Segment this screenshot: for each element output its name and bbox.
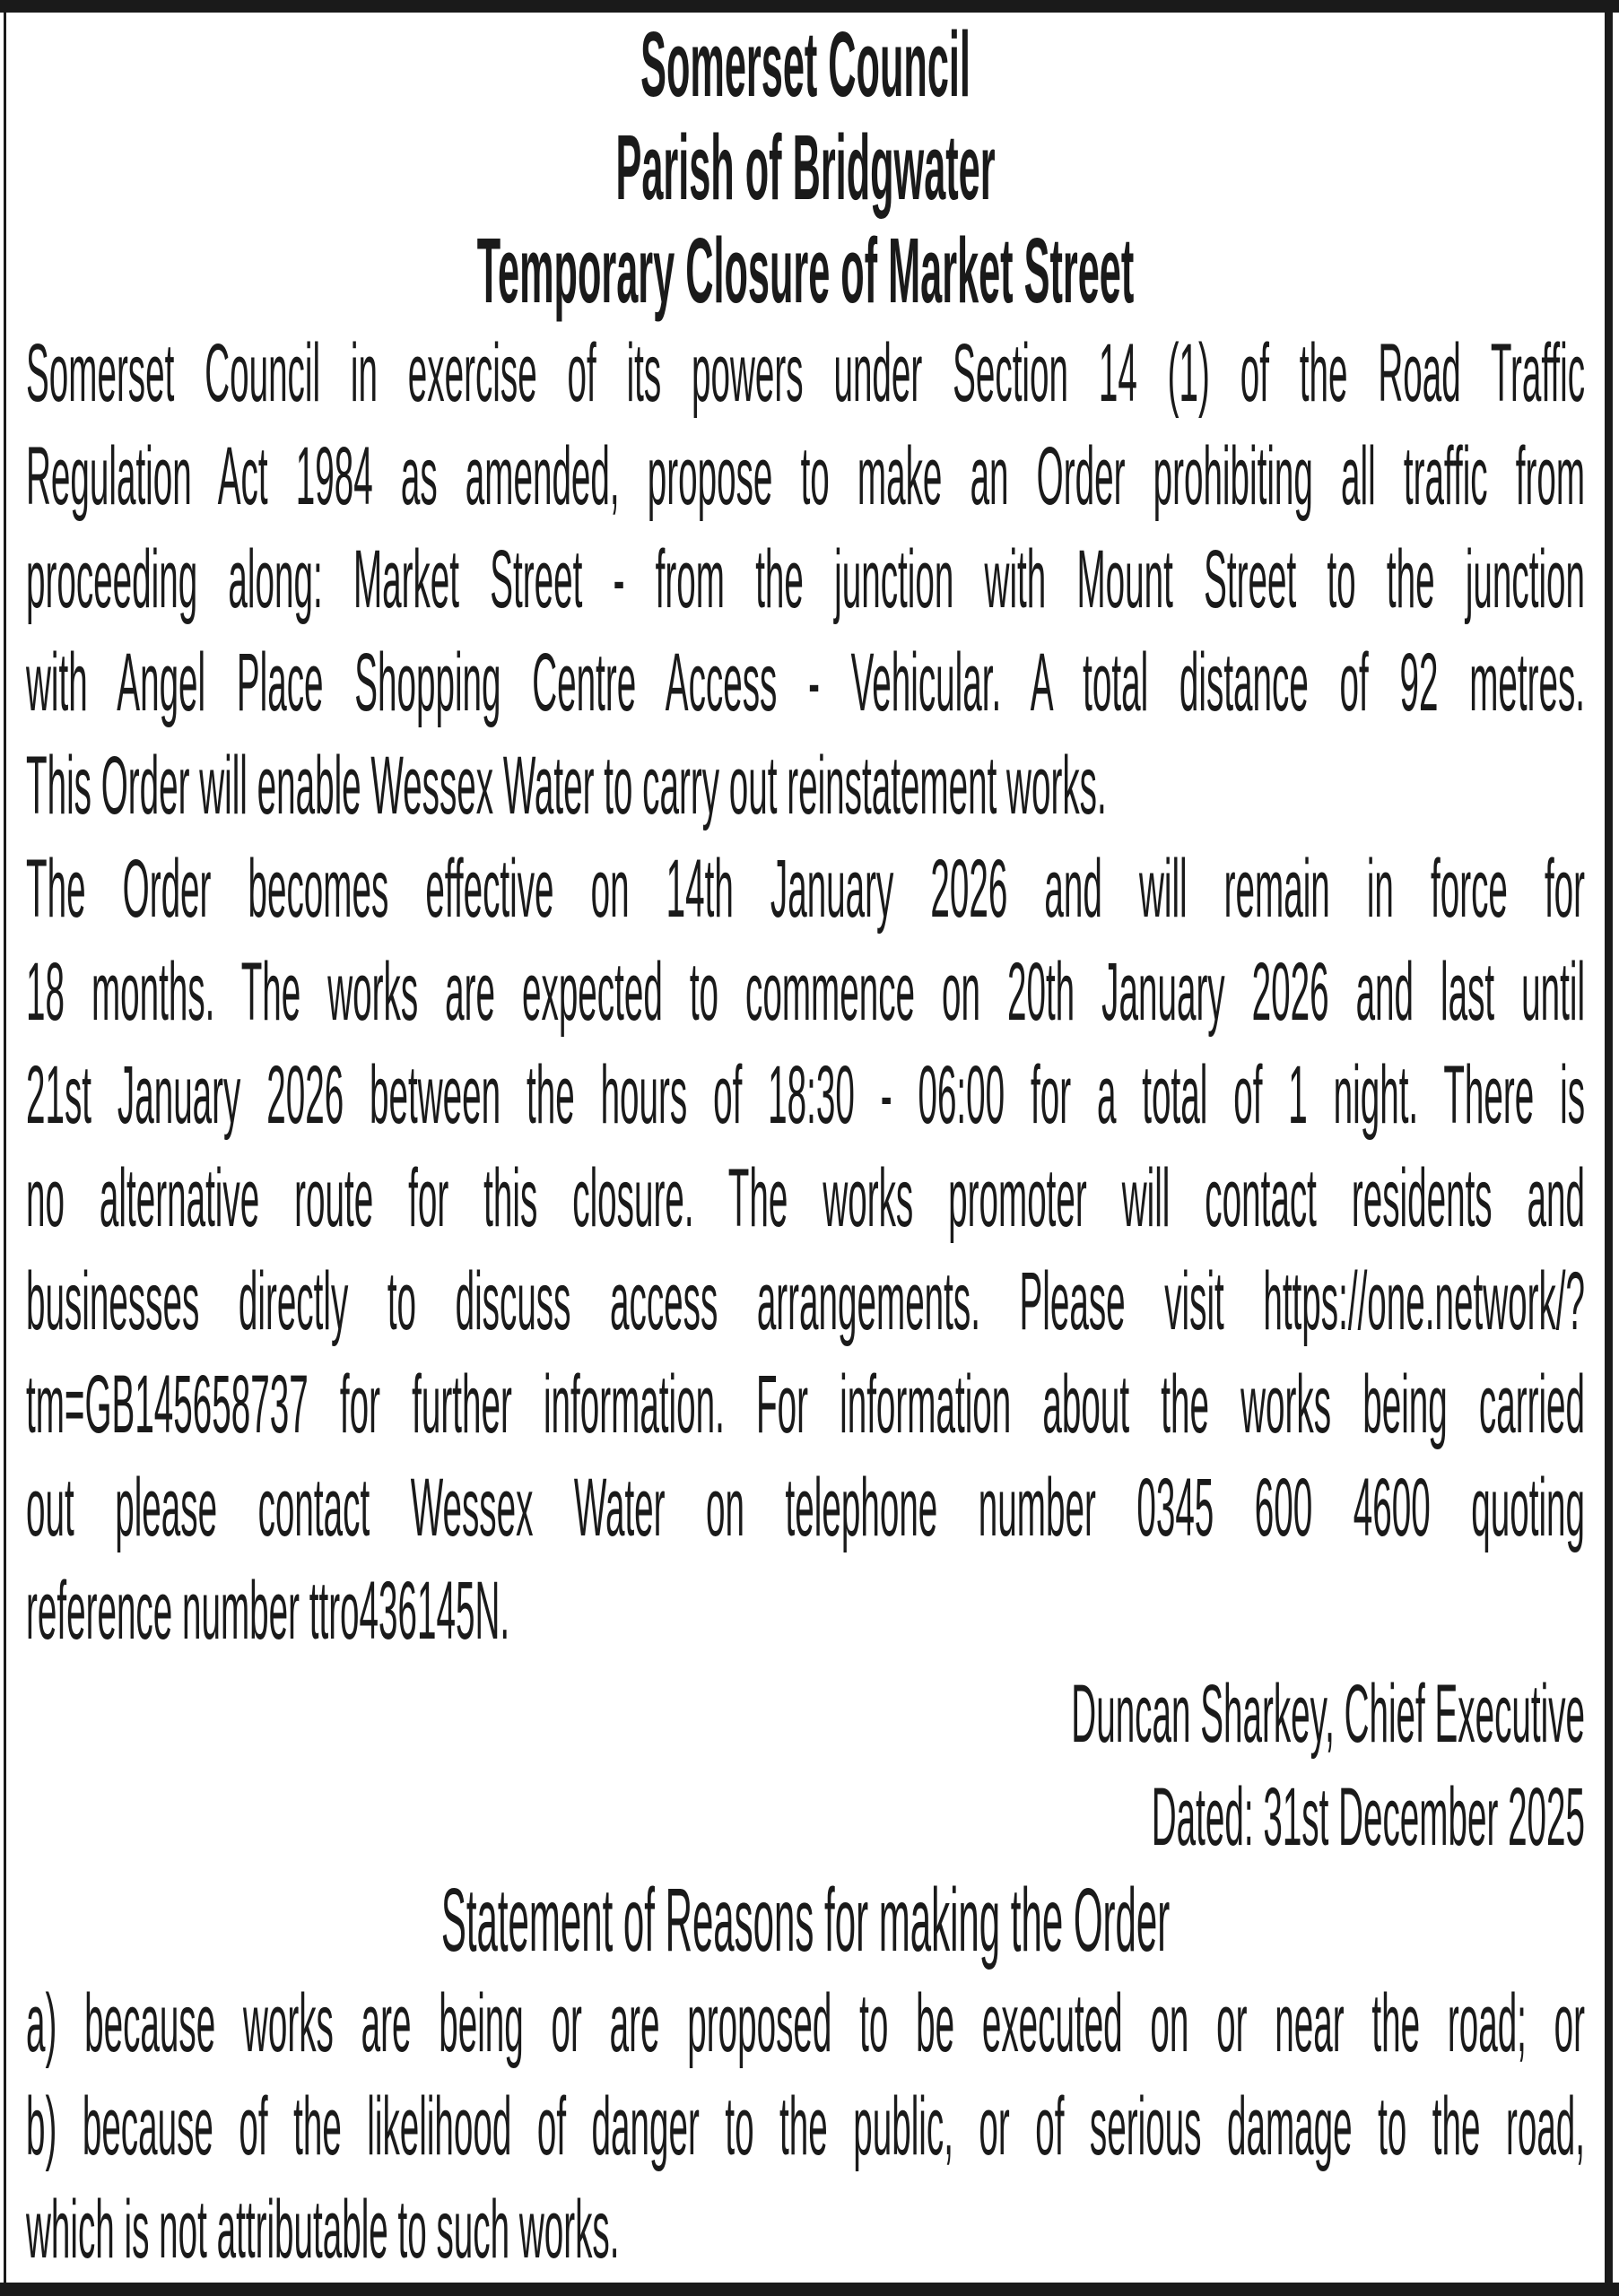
- para1-line-5: This Order will enable Wessex Water to carry out reinstatement works.: [26, 740, 1107, 831]
- para1-line-4: with Angel Place Shopping Centre Access - Vehicular. A total distance of 92 metres.: [26, 637, 1586, 728]
- signature-officer: Duncan Sharkey, Chief Executive: [1071, 1668, 1586, 1760]
- notice-paragraph-1: [26, 322, 1585, 838]
- para2-line-4: no alternative route for this closure. The works promoter will contact residents and: [26, 1152, 1586, 1244]
- para1-line-2: Regulation Act 1984 as amended, propose to make an Order prohibiting all traffic from: [26, 430, 1586, 522]
- statement-heading: Statement of Reasons for making the Order: [440, 1870, 1171, 1970]
- notice-signature-block: [26, 1663, 1585, 1869]
- notice-title-block: [26, 13, 1585, 322]
- para2-line-5: businesses directly to discuss access arrangements. Please visit https://one.network/?: [26, 1256, 1586, 1347]
- para2-line-7: out please contact Wessex Water on telephone number 0345 600 4600 quoting: [26, 1462, 1586, 1553]
- para2-line-6: tm=GB145658737 for further information. For information about the works being carried: [26, 1359, 1586, 1450]
- para2-line-8: reference number ttro436145N.: [26, 1565, 510, 1657]
- reason-line-a: a) because works are being or are proposed to be executed on or near the road; or: [26, 1978, 1586, 2069]
- para2-line-3: 21st January 2026 between the hours of 18:30 - 06:00 for a total of 1 night. There is: [26, 1049, 1586, 1141]
- para2-line-1: The Order becomes effective on 14th January 2026 and will remain in force for: [26, 843, 1586, 935]
- title-line-subject: Temporary Closure of Market Street: [476, 219, 1135, 322]
- statement-heading-block: [26, 1869, 1585, 1972]
- notice-reasons-block: [26, 1972, 1585, 2282]
- reason-line-b-cont: which is not attributable to such works.: [26, 2184, 620, 2275]
- notice-border-frame: [4, 13, 1613, 2283]
- title-line-authority: Somerset Council: [640, 13, 971, 116]
- para1-line-1: Somerset Council in exercise of its powers under Section 14 (1) of the Road Traffic: [26, 327, 1586, 419]
- para2-line-2: 18 months. The works are expected to commence on 20th January 2026 and last until: [26, 946, 1586, 1038]
- reason-line-b: b) because of the likelihood of danger to the public, or of serious damage to the road,: [26, 2081, 1586, 2172]
- para1-line-3: proceeding along: Market Street - from the junction with Mount Street to the junction: [26, 534, 1586, 625]
- notice-paragraph-2: [26, 838, 1585, 1663]
- title-line-parish: Parish of Bridgwater: [615, 116, 996, 219]
- signature-date: Dated: 31st December 2025: [1151, 1771, 1586, 1863]
